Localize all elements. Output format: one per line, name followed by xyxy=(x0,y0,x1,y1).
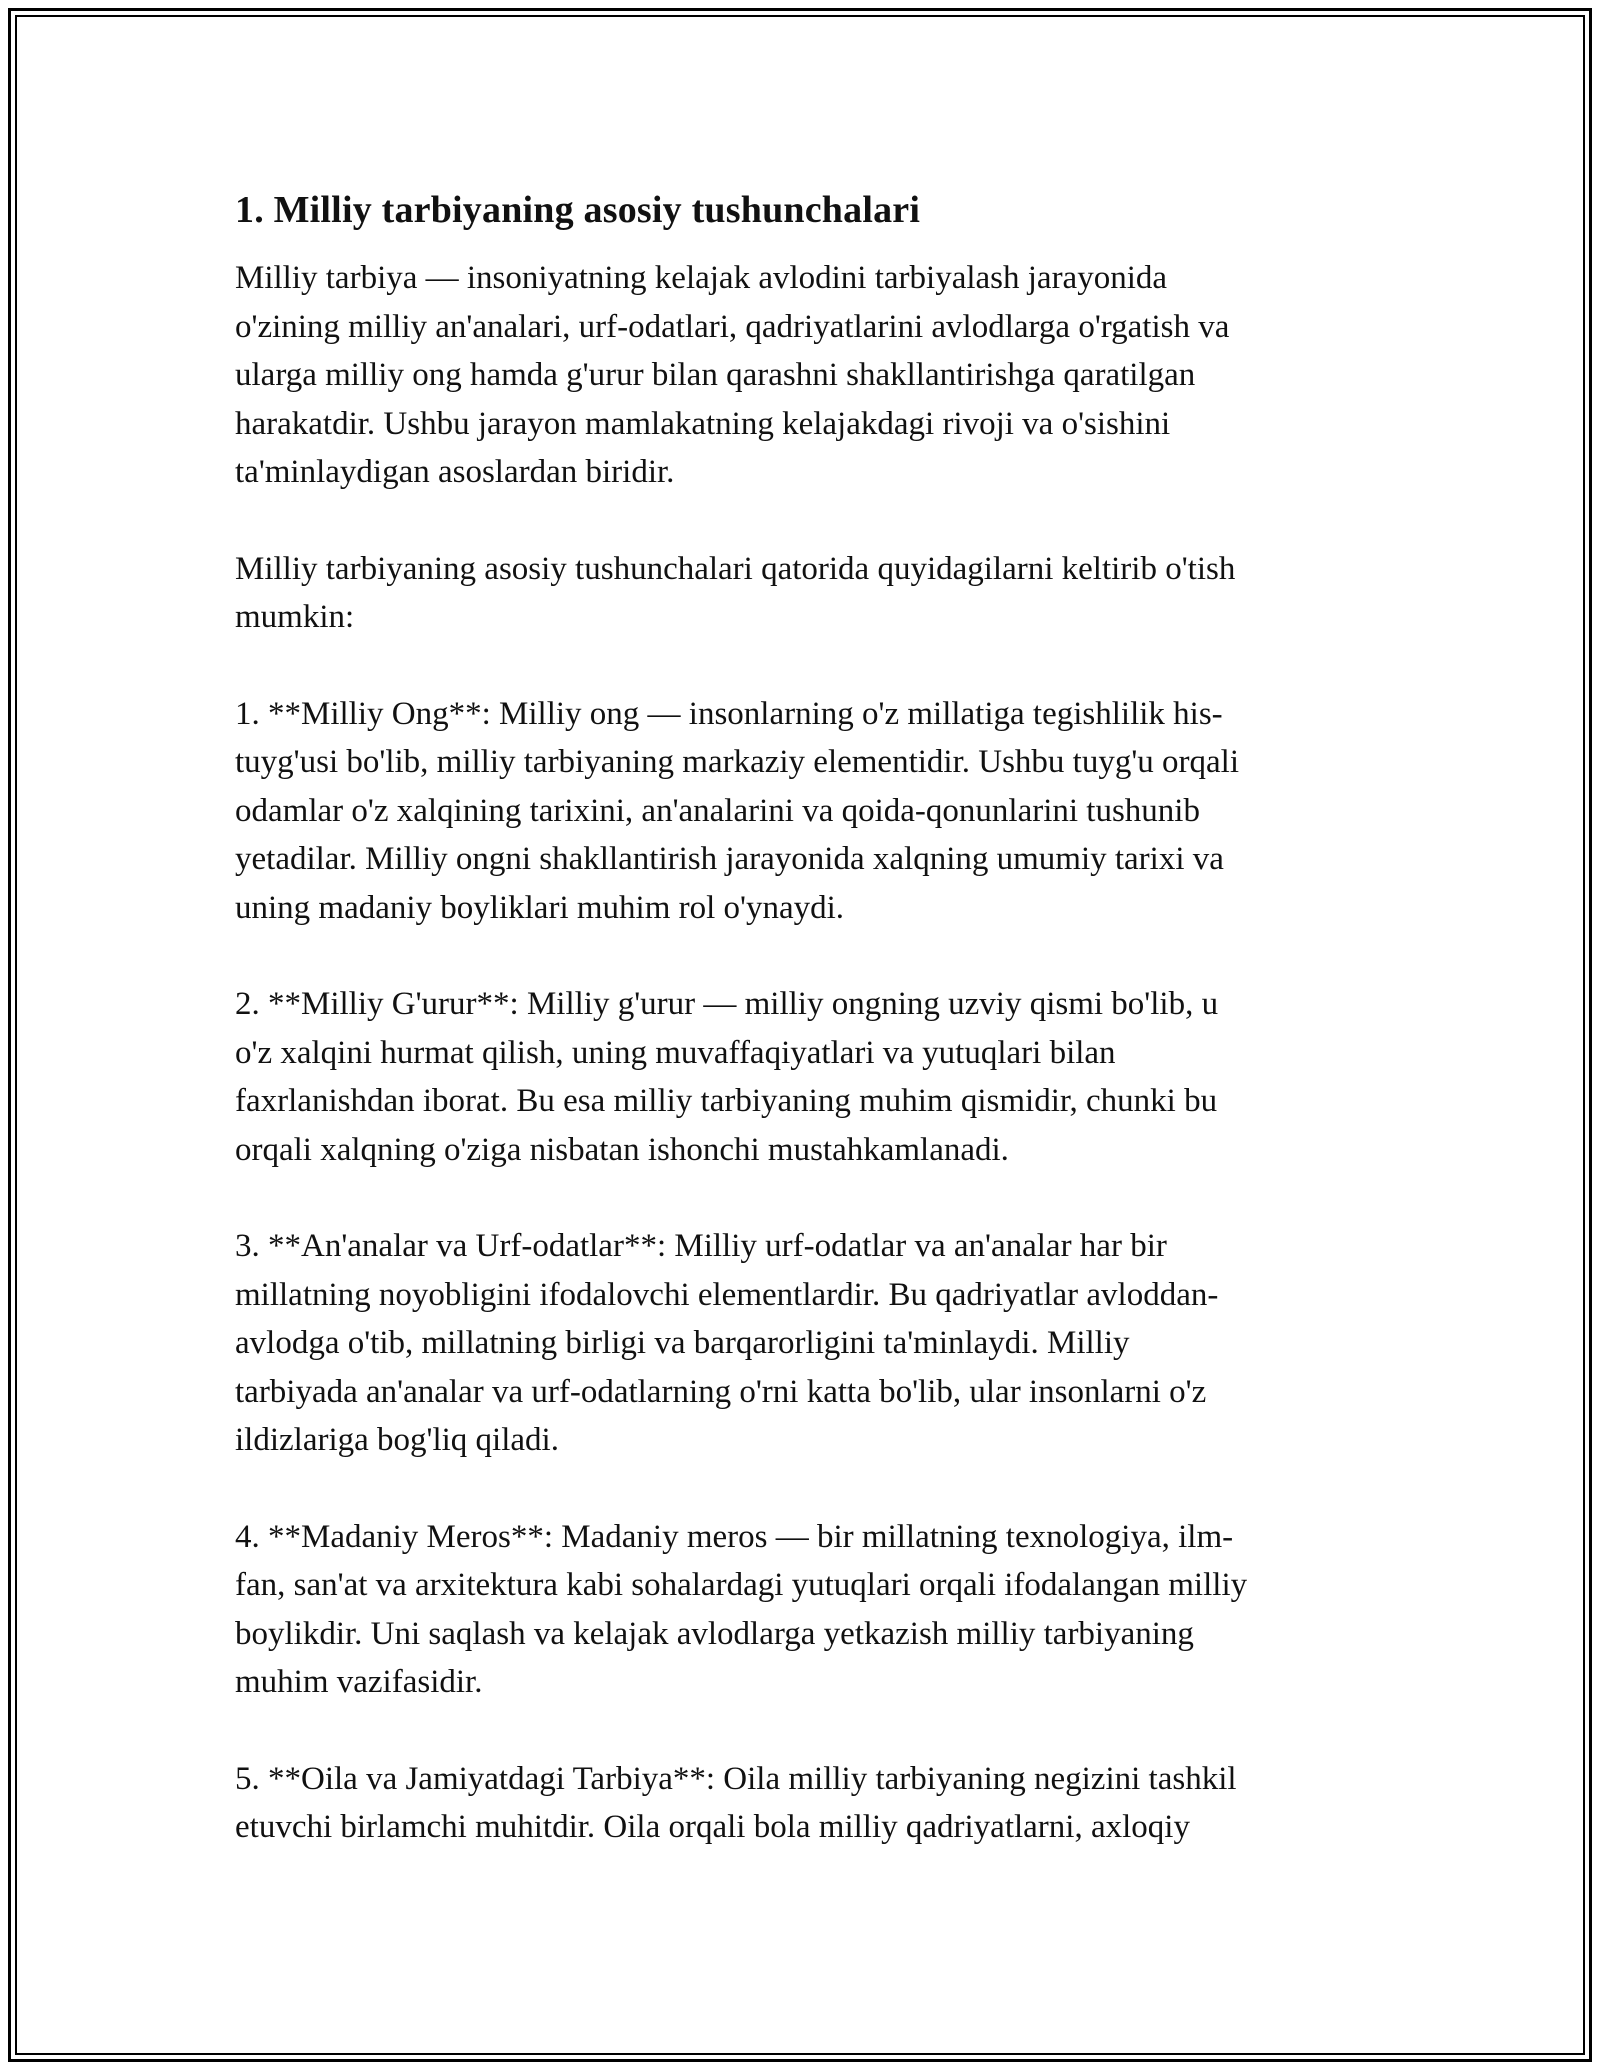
text-line: ularga milliy ong hamda g'urur bilan qarashni shakllantirishga qaratilgan xyxy=(235,357,1196,393)
text-line: odamlar o'z xalqining tarixini, an'analarini va qoida-qonunlarini tushunib xyxy=(235,792,1200,829)
text-line: 4. **Madaniy Meros**: Madaniy meros — bir millatning texnologiya, ilm- xyxy=(235,1518,1234,1555)
text-line: ildizlariga bog'liq qiladi. xyxy=(235,1422,559,1458)
list-item-madaniy-meros xyxy=(235,1513,1365,1707)
list-item-milliy-ong xyxy=(235,690,1365,933)
text-line: mumkin: xyxy=(235,599,355,635)
text-line: harakatdir. Ushbu jarayon mamlakatning kelajakdagi rivoji va o'sishini xyxy=(235,405,1171,442)
text-line: boylikdir. Uni saqlash va kelajak avlodlarga yetkazish milliy tarbiyaning xyxy=(235,1615,1194,1652)
text-line: o'zining milliy an'analari, urf-odatlari, qadriyatlarini avlodlarga o'rgatish va xyxy=(235,308,1230,345)
paragraph-list-intro xyxy=(235,545,1365,642)
text-line: faxrlanishdan iborat. Bu esa milliy tarbiyaning muhim qismidir, chunki bu xyxy=(235,1083,1218,1119)
text-line: tarbiyada an'analar va urf-odatlarning o'rni katta bo'lib, ular insonlarni o'z xyxy=(235,1373,1207,1410)
text-line: muhim vazifasidir. xyxy=(235,1664,483,1700)
text-line: etuvchi birlamchi muhitdir. Oila orqali bola milliy qadriyatlarni, axloqiy xyxy=(235,1809,1190,1845)
page-title: 1. Milliy tarbiyaning asosiy tushunchalari xyxy=(235,189,921,231)
text-line: 3. **An'analar va Urf-odatlar**: Milliy urf-odatlar va an'analar har bir xyxy=(235,1228,1167,1264)
text-line: tuyg'usi bo'lib, milliy tarbiyaning markaziy elementidir. Ushbu tuyg'u orqali xyxy=(235,744,1240,780)
paragraph-intro xyxy=(235,254,1365,497)
list-item-ananalar xyxy=(235,1222,1365,1465)
text-line: millatning noyobligini ifodalovchi elementlardir. Bu qadriyatlar avloddan- xyxy=(235,1276,1219,1313)
text-line: ta'minlaydigan asoslardan biridir. xyxy=(235,454,675,490)
document-body xyxy=(235,186,1365,1900)
text-line: uning madaniy boyliklari muhim rol o'ynaydi. xyxy=(235,889,845,926)
text-line: 5. **Oila va Jamiyatdagi Tarbiya**: Oila milliy tarbiyaning negizini tashkil xyxy=(235,1760,1237,1797)
list-item-oila xyxy=(235,1755,1365,1852)
text-line: 1. **Milliy Ong**: Milliy ong — insonlarning o'z millatiga tegishlilik his- xyxy=(235,695,1223,732)
text-line: orqali xalqning o'ziga nisbatan ishonchi mustahkamlanadi. xyxy=(235,1131,1009,1168)
text-line: Milliy tarbiya — insoniyatning kelajak avlodini tarbiyalash jarayonida xyxy=(235,260,1168,296)
text-line: avlodga o'tib, millatning birligi va barqarorligini ta'minlaydi. Milliy xyxy=(235,1325,1130,1361)
text-line: Milliy tarbiyaning asosiy tushunchalari qatorida quyidagilarni keltirib o'tish xyxy=(235,550,1236,587)
text-line: fan, san'at va arxitektura kabi sohalardagi yutuqlari orqali ifodalangan milliy xyxy=(235,1567,1248,1603)
text-line: 2. **Milliy G'urur**: Milliy g'urur — milliy ongning uzviy qismi bo'lib, u xyxy=(235,986,1219,1022)
text-line: yetadilar. Milliy ongni shakllantirish jarayonida xalqning umumiy tarixi va xyxy=(235,841,1224,877)
text-line: o'z xalqini hurmat qilish, uning muvaffaqiyatlari va yutuqlari bilan xyxy=(235,1034,1116,1071)
list-item-milliy-gurur xyxy=(235,980,1365,1174)
